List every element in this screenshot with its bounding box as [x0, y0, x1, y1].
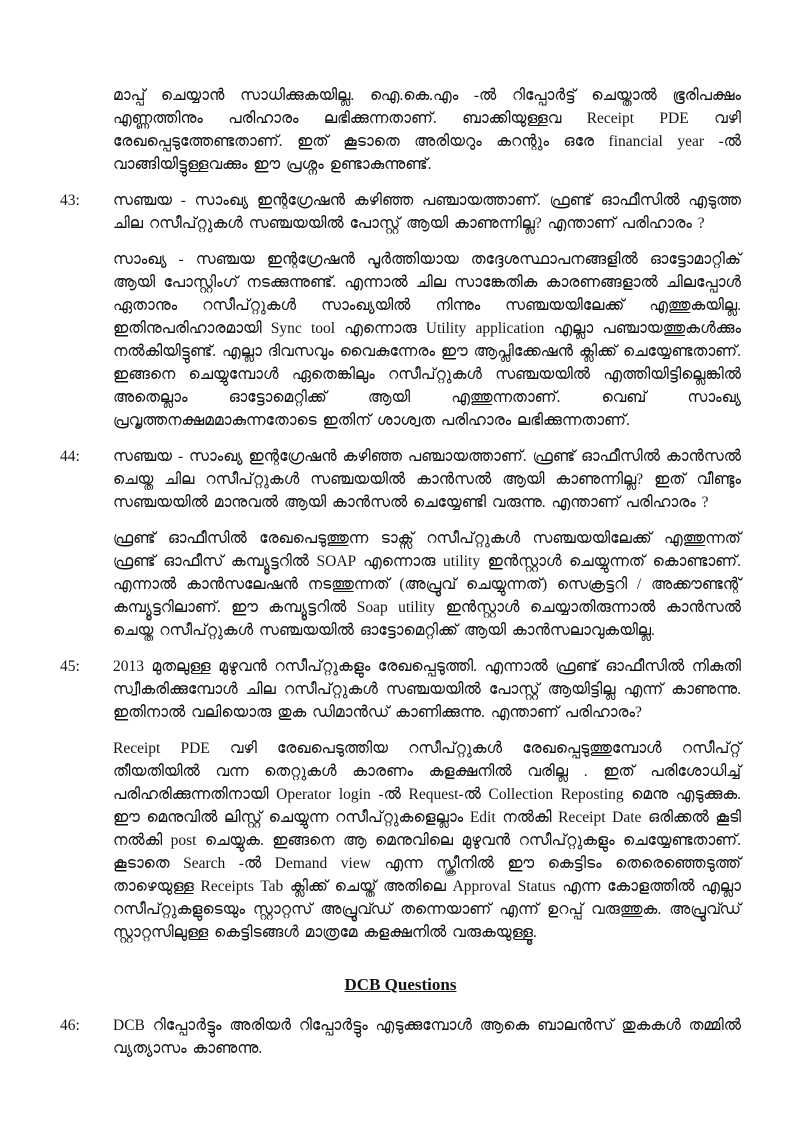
- question-text-43: സഞ്ചയ - സാംഖ്യ ഇന്റഗ്രേഷൻ കഴിഞ്ഞ പഞ്ചായത്താണ്. ഫ്രണ്ട് ഓഫീസിൽ എടുത്ത ചില റസീപ്റ്റുകൾ സഞ്ചയയിൽ പോസ്റ്റ് ആയി കാണുന്നില്ല? എന്താണ് പരിഹാരം ?: [113, 192, 741, 232]
- qa-item-45: [60, 655, 741, 957]
- section-heading-dcb-questions: DCB Questions: [344, 975, 457, 994]
- answer-text-44: ഫ്രണ്ട് ഓഫീസിൽ രേഖപെടുത്തുന്ന ടാക്സ് റസീപ്റ്റുകൾ സഞ്ചയയിലേക്ക് എത്തുന്നത് ഫ്രണ്ട് ഓഫീസ് കമ്പ്യൂട്ടറിൽ SOAP എന്നൊരു utility ഇൻസ്റ്റാൾ ചെയ്യുന്നത് കൊണ്ടാണ്. എന്നാൽ കാൻസലേഷൻ നടത്തുന്നത് (അപ്രൂവ് ചെയ്യുന്നത്) സെക്രട്ടറി / അക്കൗണ്ടന്റ് കമ്പ്യൂട്ടറിലാണ്. ഈ കമ്പ്യൂട്ടറിൽ Soap utility ഇൻസ്റ്റാൾ ചെയ്യാതിരുന്നാൽ കാൻസൽ ചെയ്ത റസീപ്റ്റുകൾ സഞ്ചയയിൽ ഓട്ടോമെറ്റിക്ക് ആയി കാൻസലാവുകയില്ല.: [113, 530, 741, 639]
- answer-text-43: സാംഖ്യ - സഞ്ചയ ഇന്റഗ്രേഷൻ പൂർത്തിയായ തദ്ദേശസ്ഥാപനങ്ങളിൽ ഓട്ടോമാറ്റിക് ആയി പോസ്റ്റിംഗ് നടക്കുന്നുണ്ട്. എന്നാൽ ചില സാങ്കേതിക കാരണങ്ങളാൽ ചിലപ്പോൾ ഏതാനും റസീപ്റ്റുകൾ സാംഖ്യയിൽ നിന്നും സഞ്ചയയിലേക്ക് എത്തുകയില്ല. ഇതിനുപരിഹാരമായി Sync tool എന്നൊരു Utility application എല്ലാ പഞ്ചായത്തുകൾക്കും നൽകിയിട്ടുണ്ട്. എല്ലാ ദിവസവും വൈകുന്നേരം ഈ ആപ്ലിക്കേഷൻ ക്ലിക്ക് ചെയ്യേണ്ടതാണ്. ഇങ്ങനെ ചെയ്യുമ്പോൾ ഏതെങ്കിലും റസീപ്റ്റുകൾ സഞ്ചയയിൽ എത്തിയിട്ടില്ലെങ്കിൽ അതെല്ലാം ഓട്ടോമെറ്റിക്ക് ആയി എത്തുന്നതാണ്. വെബ് സാംഖ്യ പ്രവൃത്തനക്ഷമമാകുന്നതോടെ ഇതിന് ശാശ്വത പരിഹാരം ലഭിക്കുന്നതാണ്.: [113, 251, 741, 429]
- qa-body-44: [113, 445, 741, 655]
- continuation-paragraph: മാപ്പ് ചെയ്യാൻ സാധിക്കുകയില്ല. ഐ.കെ.എം -ൽ റിപ്പോർട്ട് ചെയ്താൽ ഭൂരിപക്ഷം എണ്ണത്തിനും പരിഹാരം ലഭിക്കുന്നതാണ്. ബാക്കിയുള്ളവ Receipt PDE വഴി രേഖപ്പെടുത്തേണ്ടതാണ്. ഇത് കൂടാതെ അരിയറും കറന്റും ഒരേ financial year -ൽ വാങ്ങിയിട്ടുള്ളവക്കും ഈ പ്രശ്നം ഉണ്ടാകുന്നുണ്ട്.: [113, 87, 741, 173]
- question-number-45: 45:: [60, 658, 80, 675]
- qa-body-46: [113, 1014, 741, 1073]
- question-text-46: DCB റിപ്പോർട്ടും അരിയർ റിപ്പോർട്ടും എടുക്കുമ്പോൾ ആകെ ബാലൻസ് തുകകൾ തമ്മിൽ വ്യത്യാസം കാണുന്നു.: [113, 1017, 741, 1057]
- question-text-45: 2013 മുതലുള്ള മുഴുവൻ റസീപ്റ്റുകളും രേഖപ്പെടുത്തി. എന്നാൽ ഫ്രണ്ട് ഓഫീസിൽ നികുതി സ്വീകരിക്കുമ്പോൾ ചില റസീപ്റ്റുകൾ സഞ്ചയയിൽ പോസ്റ്റ് ആയിട്ടില്ല എന്ന് കാണുന്നു. ഇതിനാൽ വലിയൊരു തുക ഡിമാൻഡ് കാണിക്കുന്നു. എന്താണ് പരിഹാരം?: [113, 658, 741, 721]
- question-number-46: 46:: [60, 1017, 80, 1034]
- qa-body-43: [113, 189, 741, 445]
- qa-item-43: [60, 189, 741, 445]
- question-number-44: 44:: [60, 448, 80, 465]
- document-content: [60, 84, 741, 1073]
- question-number-43: 43:: [60, 192, 80, 209]
- qa-item-44: [60, 445, 741, 655]
- question-text-44: സഞ്ചയ - സാംഖ്യ ഇന്റഗ്രേഷൻ കഴിഞ്ഞ പഞ്ചായത്താണ്. ഫ്രണ്ട് ഓഫീസിൽ കാൻസൽ ചെയ്ത ചില റസീപ്റ്റുകൾ സഞ്ചയയിൽ കാൻസൽ ആയി കാണുന്നില്ല? ഇത് വീണ്ടും സഞ്ചയയിൽ മാനുവൽ ആയി കാൻസൽ ചെയ്യേണ്ടി വരുന്നു. എന്താണ് പരിഹാരം ?: [113, 448, 741, 511]
- answer-text-45: Receipt PDE വഴി രേഖപെടുത്തിയ റസീപ്റ്റുകൾ രേഖപ്പെടുത്തുമ്പോൾ റസീപ്റ്റ് തീയതിയിൽ വന്ന തെറ്റുകൾ കാരണം കളക്ഷനിൽ വരില്ല . ഇത് പരിശോധിച്ച് പരിഹരിക്കുന്നതിനായി Operator login -ൽ Request-ൽ Collection Reposting മെനു എടുക്കുക. ഈ മെനുവിൽ ലിസ്റ്റ് ചെയ്യുന്ന റസീപ്റ്റുകളെല്ലാം Edit നൽകി Receipt Date ഒരിക്കൽ കൂടി നൽകി post ചെയ്യുക. ഇങ്ങനെ ആ മെനുവിലെ മുഴുവൻ റസീപ്റ്റുകളും ചെയ്യേണ്ടതാണ്. കൂടാതെ Search -ൽ Demand view എന്ന സ്ക്രീനിൽ ഈ കെട്ടിടം തെരെഞ്ഞെടുത്ത് താഴെയുള്ള Receipts Tab ക്ലിക്ക് ചെയ്ത് അതിലെ Approval Status എന്ന കോളത്തിൽ എല്ലാ റസീപ്റ്റുകളുടെയും സ്റ്റാറ്റസ് അപ്രൂവ്ഡ് തന്നെയാണ് എന്ന് ഉറപ്പ് വരുത്തുക. അപ്രൂവ്ഡ് സ്റ്റാറ്റസിലുള്ള കെട്ടിടങ്ങൾ മാത്രമേ കളക്ഷനിൽ വരുകയുള്ളൂ.: [113, 740, 741, 941]
- qa-body-45: [113, 655, 741, 957]
- qa-item-46: [60, 1014, 741, 1073]
